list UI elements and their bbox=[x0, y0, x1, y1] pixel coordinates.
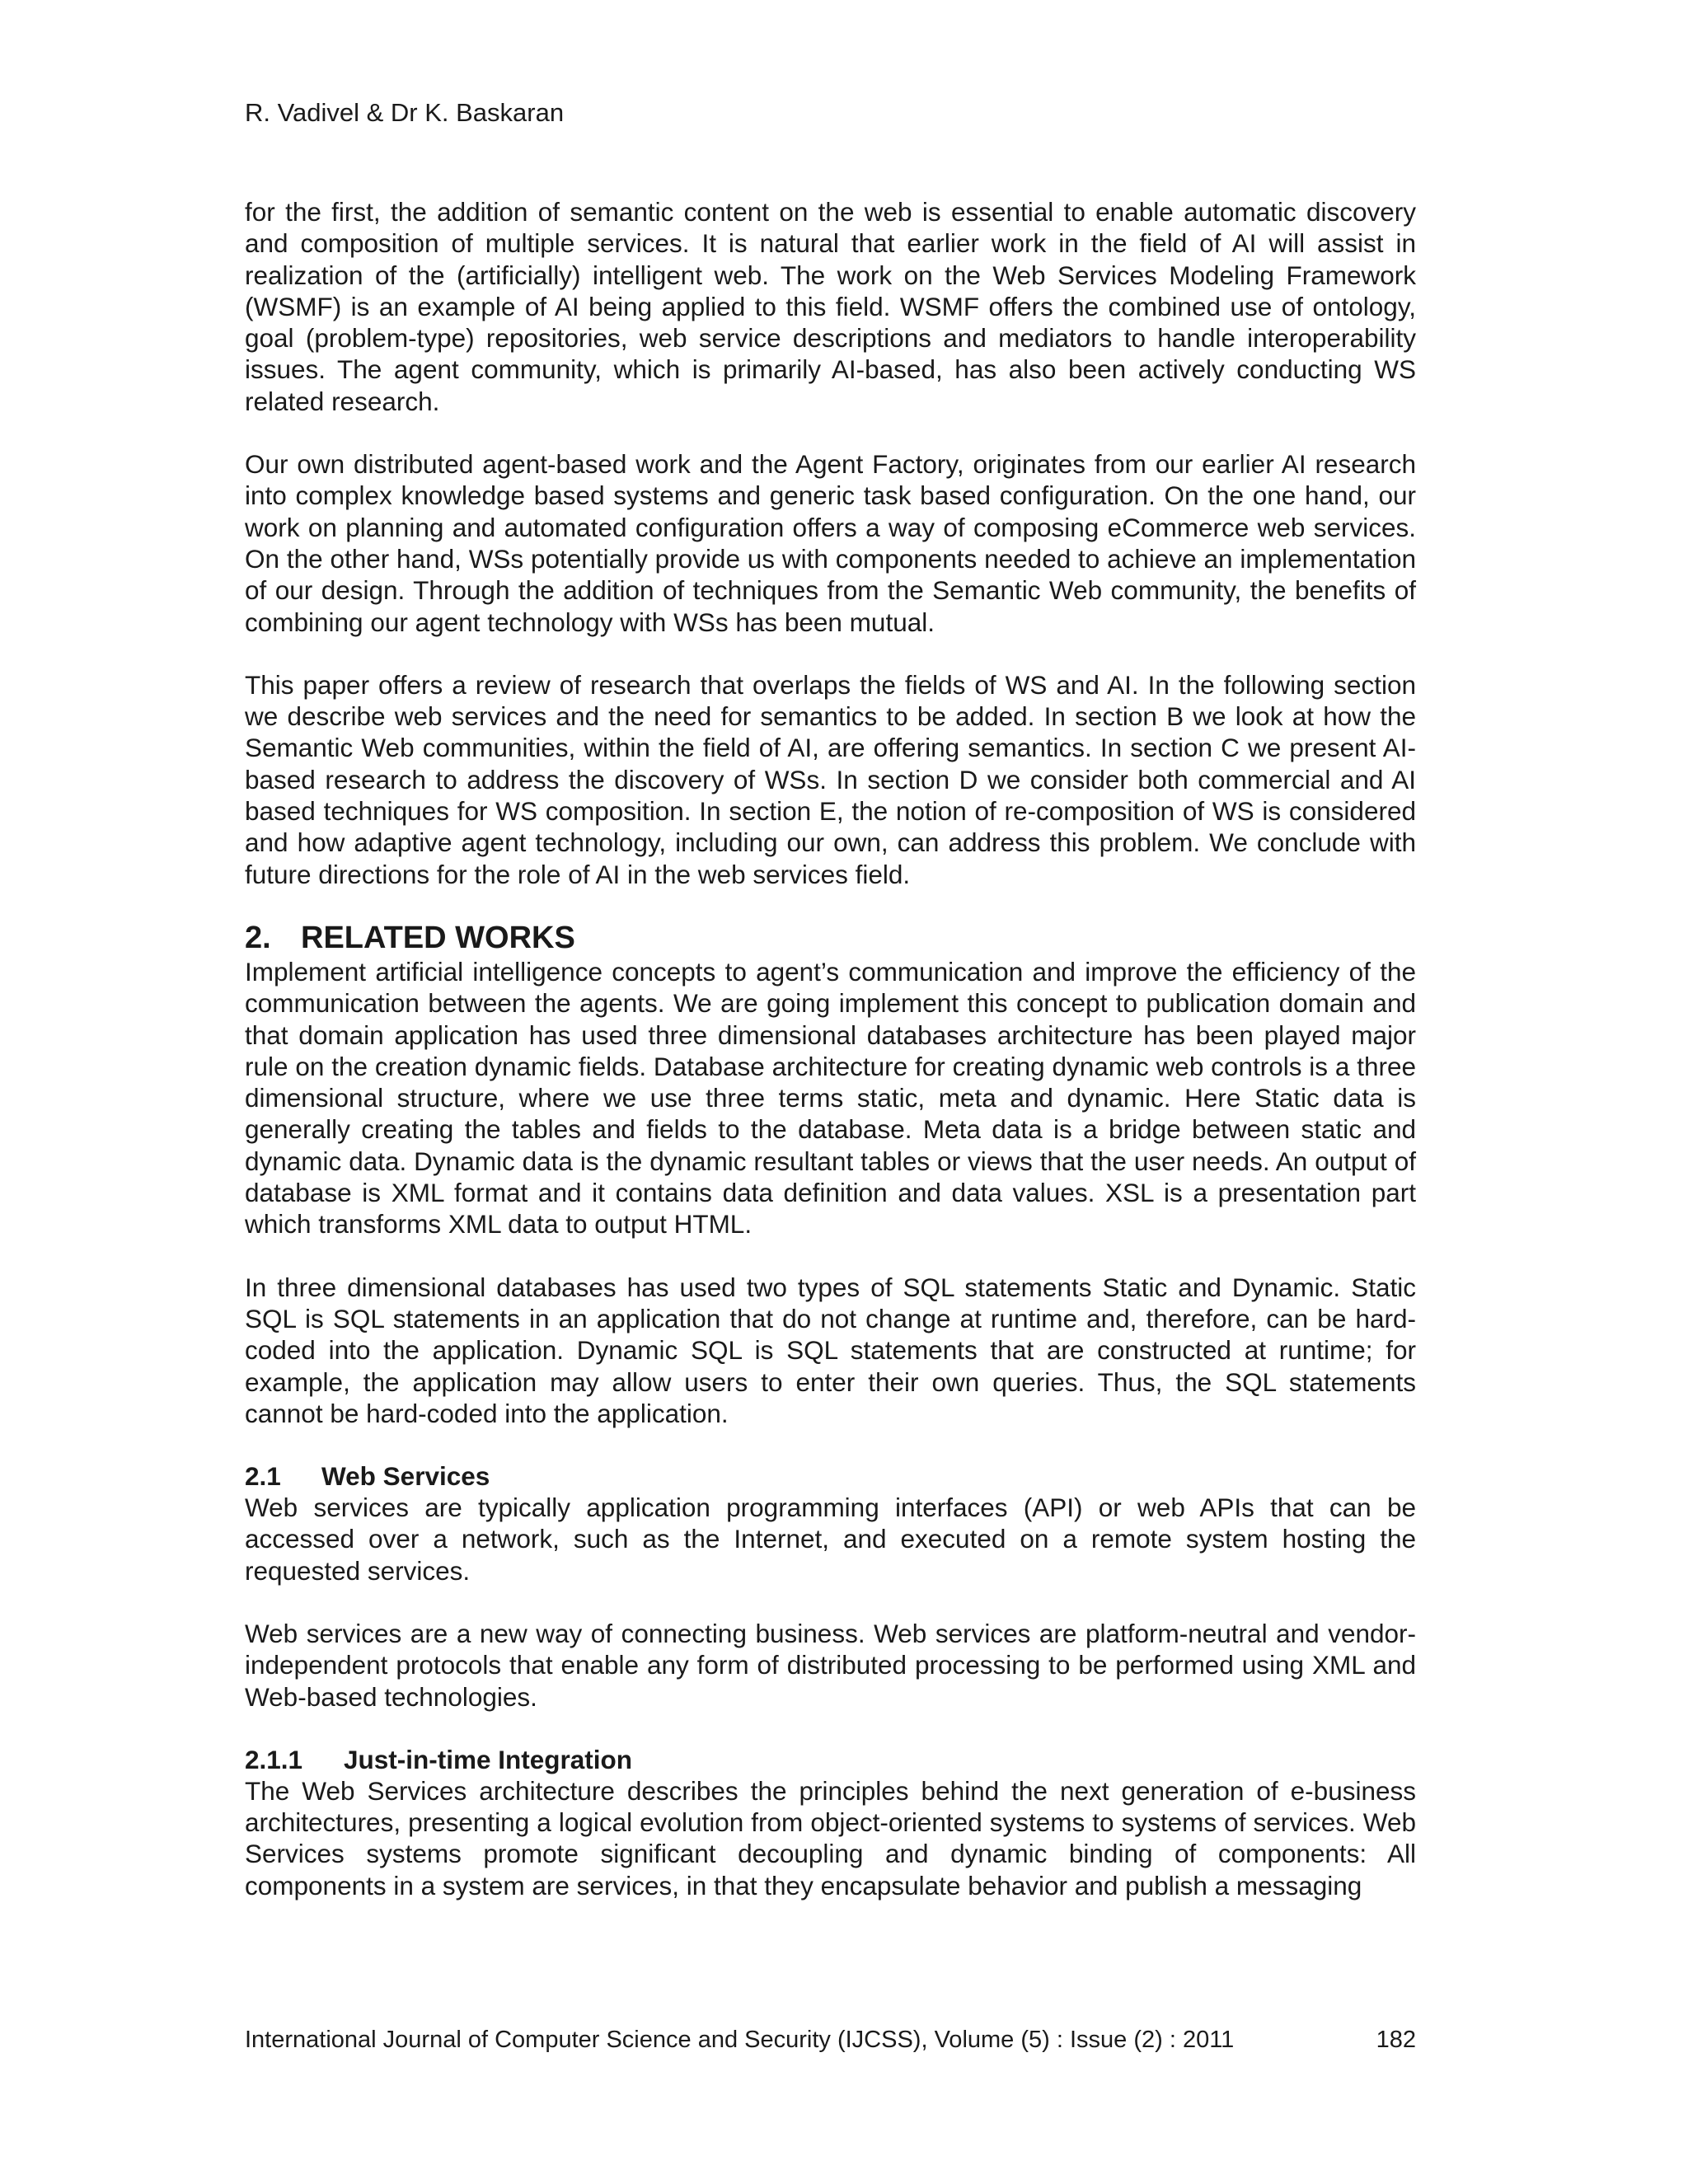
web-services-paragraph-2: Web services are a new way of connecting business. Web services are platform-neutral and vendor-independent protocols that enable any form of distributed processing to be performed using XML and Web-based technologies. bbox=[245, 1618, 1416, 1712]
section-heading-related-works bbox=[245, 920, 1416, 956]
intro-paragraph-3: This paper offers a review of research that overlaps the fields of WS and AI. In the following section we describe web services and the need for semantics to be added. In section B we look at how the Semantic Web communities, within the field of AI, are offering semantics. In section C we present AI-based research to address the discovery of WSs. In section D we consider both commercial and AI based techniques for WS composition. In section E, the notion of re-composition of WS is considered and how adaptive agent technology, including our own, can address this problem. We conclude with future directions for the role of AI in the web services field. bbox=[245, 669, 1416, 889]
intro-paragraph-1: for the first, the addition of semantic content on the web is essential to enable automatic discovery and composition of multiple services. It is natural that earlier work in the field of AI will assist in realization of the (artificially) intelligent web. The work on the Web Services Modeling Framework (WSMF) is an example of AI being applied to this field. WSMF offers the combined use of ontology, goal (problem-type) repositories, web service descriptions and mediators to handle interoperability issues. The agent community, which is primarily AI-based, has also been actively conducting WS related research. bbox=[245, 197, 1416, 416]
subsubsection-number: 2.1.1 bbox=[245, 1744, 303, 1774]
intro-paragraph-2: Our own distributed agent-based work and the Agent Factory, originates from our earlier AI research into complex knowledge based systems and generic task based configuration. On the one hand, our work on planning and automated configuration offers a way of composing eCommerce web services. On the other hand, WSs potentially provide us with components needed to achieve an implementation of our design. Through the addition of techniques from the Semantic Web community, the benefits of combining our agent technology with WSs has been mutual. bbox=[245, 449, 1416, 637]
page-number: 182 bbox=[1376, 2027, 1416, 2053]
web-services-paragraph-1: Web services are typically application programming interfaces (API) or web APIs that can be accessed over a network, such as the Internet, and executed on a remote system hosting the requested services. bbox=[245, 1493, 1416, 1586]
running-head-authors: R. Vadivel & Dr K. Baskaran bbox=[245, 98, 565, 127]
body-text bbox=[245, 196, 1416, 1901]
section-title: RELATED WORKS bbox=[301, 920, 575, 955]
subsection-heading-web-services bbox=[245, 1460, 1416, 1492]
subsection-number: 2.1 bbox=[245, 1461, 281, 1492]
footer-journal: International Journal of Computer Science and Security (IJCSS), Volume (5) : Issue (2) : 2011 bbox=[245, 2027, 1235, 2053]
related-works-paragraph-1: Implement artificial intelligence concepts to agent’s communication and improve the efficiency of the communication between the agents. We are going implement this concept to publication domain and that domain application has used three dimensional databases architecture has been played major rule on the creation dynamic fields. Database architecture for creating dynamic web controls is a three dimensional structure, where we use three terms static, meta and dynamic. Here Static data is generally creating the tables and fields to the database. Meta data is a bridge between static and dynamic data. Dynamic data is the dynamic resultant tables or views that the user needs. An output of database is XML format and it contains data definition and data values. XSL is a presentation part which transforms XML data to output HTML. bbox=[245, 956, 1416, 1240]
subsubsection-title: Just-in-time Integration bbox=[344, 1744, 633, 1774]
page-footer bbox=[245, 2025, 1416, 2055]
section-number: 2. bbox=[245, 920, 271, 955]
subsection-title: Web Services bbox=[321, 1461, 490, 1492]
just-in-time-paragraph-1: The Web Services architecture describes the principles behind the next generation of e-business architectures, presenting a logical evolution from object-oriented systems to systems of services. Web Services systems promote significant decoupling and dynamic binding of components: All components in a system are services, in that they encapsulate behavior and publish a messaging bbox=[245, 1775, 1416, 1900]
subsubsection-heading-just-in-time bbox=[245, 1744, 1416, 1775]
related-works-paragraph-2: In three dimensional databases has used two types of SQL statements Static and Dynamic. Static SQL is SQL statements in an application that do not change at runtime and, therefore, can be hard-coded into the application. Dynamic SQL is SQL statements that are constructed at runtime; for example, the application may allow users to enter their own queries. Thus, the SQL statements cannot be hard-coded into the application. bbox=[245, 1272, 1416, 1428]
